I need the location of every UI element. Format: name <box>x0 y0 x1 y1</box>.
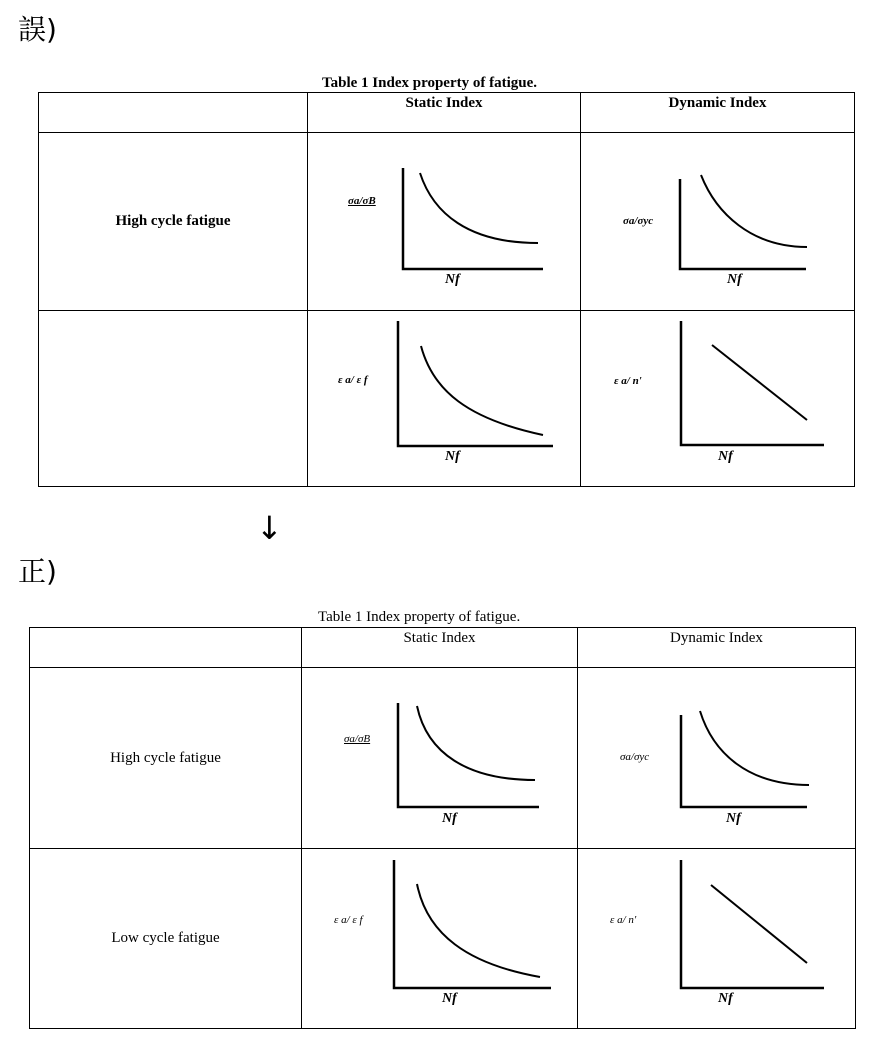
correct-static-low-xlabel: Nf <box>442 991 457 1006</box>
correct-header-static: Static Index <box>302 628 578 668</box>
wrong-dynamic-high-xlabel: Nf <box>727 272 742 287</box>
down-arrow: ↓ <box>256 509 283 547</box>
wrong-static-high-xlabel: Nf <box>445 272 460 287</box>
wrong-header-dynamic: Dynamic Index <box>581 93 855 133</box>
wrong-static-low-xlabel: Nf <box>445 449 460 464</box>
correct-static-low-ylabel: ε a/ ε f <box>334 914 363 926</box>
correct-table <box>29 627 856 1029</box>
wrong-dynamic-high-ylabel: σa/σyc <box>623 215 654 227</box>
correct-static-low-cell <box>302 849 578 1029</box>
correct-static-high-ylabel: σa/σB <box>344 733 371 745</box>
correct-dynamic-high-xlabel: Nf <box>726 811 741 826</box>
correct-row-label-low: Low cycle fatigue <box>30 849 302 1029</box>
correct-dynamic-high-cell <box>578 668 856 849</box>
wrong-header-static: Static Index <box>308 93 581 133</box>
wrong-static-high-ylabel: σa/σB <box>348 195 376 207</box>
wrong-marker: 誤) <box>18 13 57 46</box>
wrong-dynamic-low-xlabel: Nf <box>718 449 733 464</box>
correct-dynamic-low-xlabel: Nf <box>718 991 733 1006</box>
correct-header-empty <box>30 628 302 668</box>
correct-static-high-cell <box>302 668 578 849</box>
correct-row-label-high: High cycle fatigue <box>30 668 302 849</box>
wrong-static-low-ylabel: ε a/ ε f <box>338 374 368 386</box>
correct-dynamic-low-cell <box>578 849 856 1029</box>
correct-table-caption: Table 1 Index property of fatigue. <box>318 609 521 625</box>
wrong-row-label-high: High cycle fatigue <box>39 133 308 311</box>
correct-dynamic-high-ylabel: σa/σyc <box>620 751 650 763</box>
wrong-static-high-cell <box>308 133 581 311</box>
wrong-row-label-low <box>39 311 308 487</box>
wrong-static-low-cell <box>308 311 581 487</box>
correct-header-dynamic: Dynamic Index <box>578 628 856 668</box>
wrong-table <box>38 92 855 487</box>
wrong-dynamic-high-cell <box>581 133 855 311</box>
correct-static-high-graph <box>302 668 578 848</box>
correct-dynamic-low-graph <box>578 849 856 1028</box>
correct-dynamic-low-ylabel: ε a/ n' <box>610 914 637 926</box>
correct-static-high-xlabel: Nf <box>442 811 457 826</box>
wrong-dynamic-low-ylabel: ε a/ n' <box>614 375 642 387</box>
wrong-header-empty <box>39 93 308 133</box>
correct-static-low-graph <box>302 849 578 1028</box>
wrong-dynamic-low-cell <box>581 311 855 487</box>
correct-marker: 正) <box>18 555 57 588</box>
wrong-table-caption: Table 1 Index property of fatigue. <box>322 75 538 91</box>
